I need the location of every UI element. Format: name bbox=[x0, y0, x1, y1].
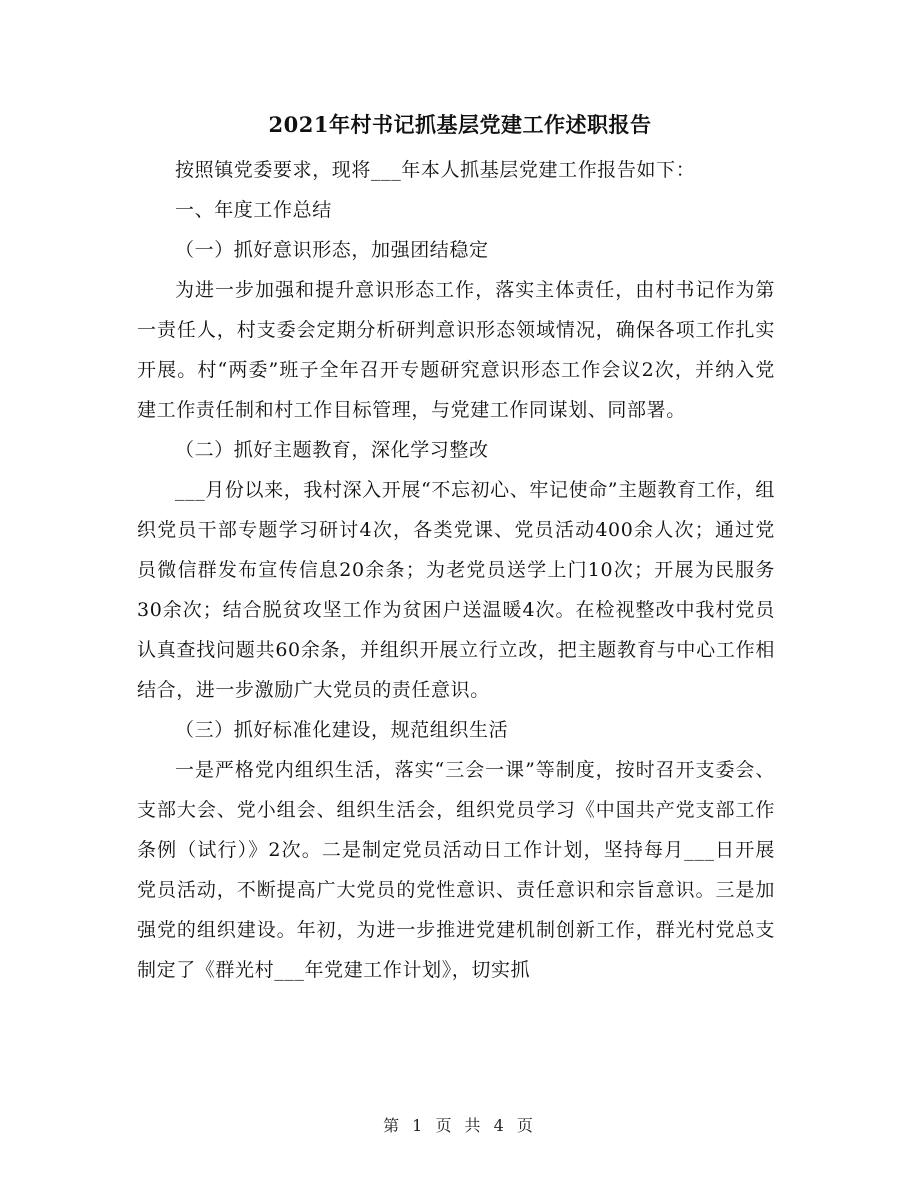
section-heading-1: 一、年度工作总结 bbox=[175, 199, 332, 221]
document-body bbox=[137, 150, 775, 990]
body-paragraph-1: 为进一步加强和提升意识形态工作，落实主体责任，由村书记作为第一责任人，村支委会定期分析研判意识形态领域情况，确保各项工作扎实开展。村“两委”班子全年召开专题研究意识形态工作会议2次，并纳入党建工作责任制和村工作目标管理，与党建工作同谋划、同部署。 bbox=[137, 279, 775, 421]
body-paragraph-2: ___月份以来，我村深入开展“不忘初心、牢记使命”主题教育工作，组织党员干部专题学习研讨4次，各类党课、党员活动400余人次；通过党员微信群发布宣传信息20余条；为老党员送学上门10次；开展为民服务30余次；结合脱贫攻坚工作为贫困户送温暖4次。在检视整改中我村党员认真查找问题共60余条，并组织开展立行立改，把主题教育与中心工作相结合，进一步激励广大党员的责任意识。 bbox=[137, 479, 775, 701]
subheading-2: （二）抓好主题教育，深化学习整改 bbox=[175, 439, 489, 461]
document-title: 2021年村书记抓基层党建工作述职报告 bbox=[268, 112, 652, 137]
subheading-3: （三）抓好标准化建设，规范组织生活 bbox=[175, 719, 509, 741]
subheading-1: （一）抓好意识形态，加强团结稳定 bbox=[175, 239, 489, 261]
intro-paragraph: 按照镇党委要求，现将___年本人抓基层党建工作报告如下： bbox=[175, 159, 696, 181]
body-paragraph-3: 一是严格党内组织生活，落实“三会一课”等制度，按时召开支委会、支部大会、党小组会、组织生活会，组织党员学习《中国共产党支部工作条例（试行）》2次。二是制定党员活动日工作计划，坚持每月___日开展党员活动，不断提高广大党员的党性意识、责任意识和宗旨意识。三是加强党的组织建设。年初，为进一步推进党建机制创新工作，群光村党总支制定了《群光村___年党建工作计划》，切实抓 bbox=[137, 759, 775, 981]
page-footer: 第 1 页 共 4 页 bbox=[383, 1116, 537, 1135]
